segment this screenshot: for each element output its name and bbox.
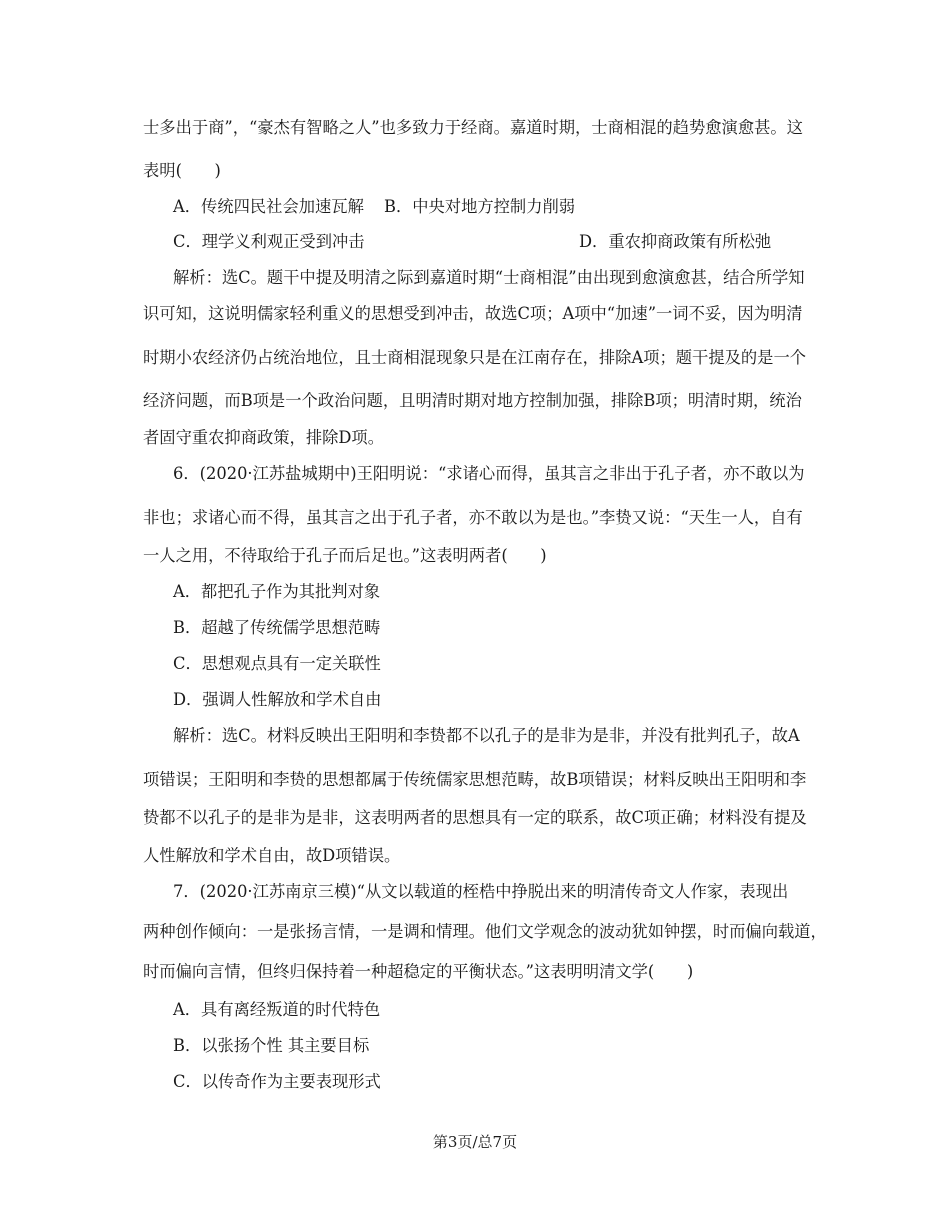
question-7-option-b: B．以张扬个性 其主要目标 — [173, 1036, 370, 1055]
question-6-option-b: B．超越了传统儒学思想范畴 — [173, 618, 381, 637]
question-6-analysis-line-3: 贽都不以孔子的是非为是非，这表明两者的思想具有一定的联系，故C项正确；材料没有提及 — [143, 808, 807, 827]
question-6-stem-line-1: 6．(2020·江苏盐城期中)王阳明说：“求诸心而得，虽其言之非出于孔子者，亦不敢以为 — [173, 464, 805, 483]
question-6-analysis-line-1: 解析：选C。材料反映出王阳明和李贽都不以孔子的是非为是非，并没有批判孔子，故A — [173, 726, 800, 745]
question-5-analysis-line-4: 经济问题，而B项是一个政治问题，且明清时期对地方控制加强，排除B项；明清时期，统治 — [143, 391, 802, 410]
question-5-analysis-line-2: 识可知，这说明儒家轻利重义的思想受到冲击，故选C项；A项中“加速”一词不妥，因为明清 — [143, 304, 803, 323]
question-6-option-c: C．思想观点具有一定关联性 — [173, 654, 381, 673]
question-7-option-c: C．以传奇作为主要表现形式 — [173, 1072, 381, 1091]
question-6-option-d: D．强调人性解放和学术自由 — [173, 690, 382, 709]
question-7-option-a: A．具有离经叛道的时代特色 — [173, 1000, 381, 1019]
question-5-analysis-line-5: 者固守重农抑商政策，排除D项。 — [143, 428, 384, 447]
question-6-analysis-line-2: 项错误；王阳明和李贽的思想都属于传统儒家思想范畴，故B项错误；材料反映出王阳明和李 — [143, 770, 807, 789]
question-6-analysis-line-4: 人性解放和学术自由，故D项错误。 — [143, 846, 401, 865]
question-5-option-b: B．中央对地方控制力削弱 — [384, 197, 576, 216]
question-5-option-a: A．传统四民社会加速瓦解 — [173, 197, 364, 216]
question-5-analysis-line-3: 时期小农经济仍占统治地位，且士商相混现象只是在江南存在，排除A项；题干提及的是一个 — [143, 348, 807, 367]
question-6-stem-line-3: 一人之用，不待取给于孔子而后足也。”这表明两者( ) — [143, 546, 547, 565]
question-5-option-c: C．理学义利观正受到冲击 — [173, 232, 365, 251]
question-7-stem-line-1: 7．(2020·江苏南京三模)“从文以载道的桎梏中挣脱出来的明清传奇文人作家，表现出 — [173, 882, 789, 901]
question-6-stem-line-2: 非也；求诸心而不得，虽其言之出于孔子者，亦不敢以为是也。”李贽又说：“天生一人，自有 — [143, 508, 803, 527]
page-number-footer: 第3页/总7页 — [432, 1133, 518, 1151]
question-5-stem-line-2: 表明( ) — [143, 161, 221, 180]
question-5-stem-line-1: 士多出于商”，“豪杰有智略之人”也多致力于经商。嘉道时期，士商相混的趋势愈演愈甚。这 — [143, 118, 803, 137]
question-7-stem-line-2: 两种创作倾向：一是张扬言情，一是调和情理。他们文学观念的波动犹如钟摆，时而偏向载道， — [143, 922, 827, 941]
question-7-stem-line-3: 时而偏向言情，但终归保持着一种超稳定的平衡状态。”这表明明清文学( ) — [143, 962, 694, 981]
question-6-option-a: A．都把孔子作为其批判对象 — [173, 582, 381, 601]
question-5-option-d: D．重农抑商政策有所松弛 — [579, 232, 772, 251]
question-5-analysis-line-1: 解析：选C。题干中提及明清之际到嘉道时期“士商相混”由出现到愈演愈甚，结合所学知 — [173, 268, 805, 287]
